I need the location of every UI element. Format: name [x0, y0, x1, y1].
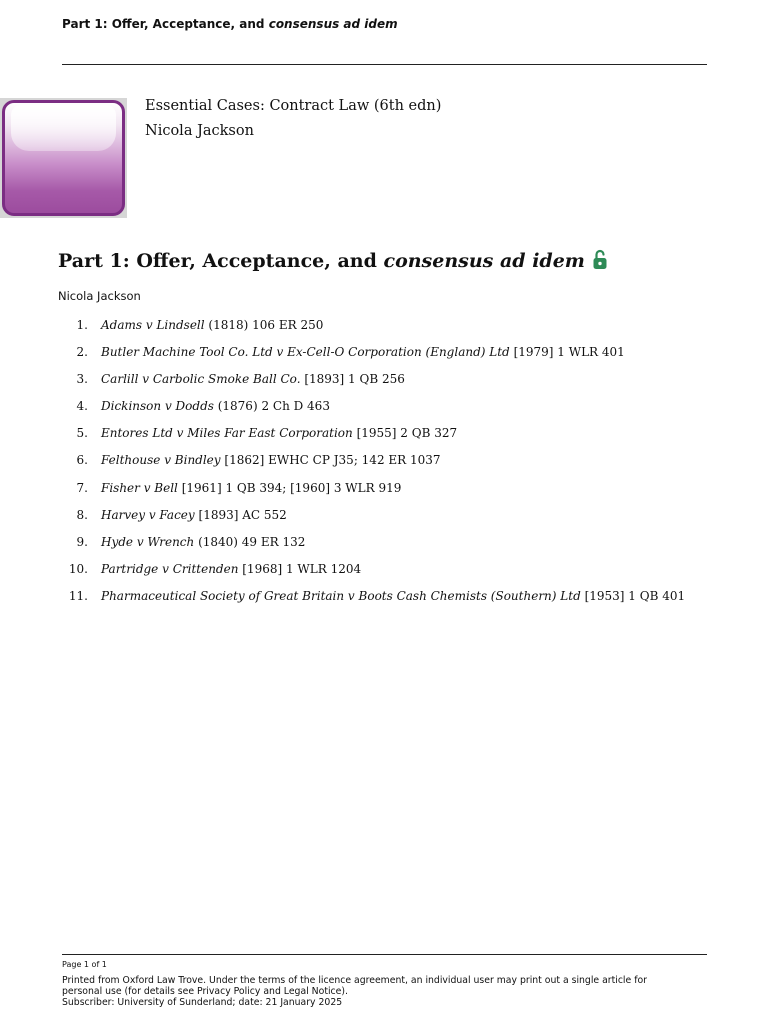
case-name: Butler Machine Tool Co. Ltd v Ex-Cell-O Corporation (England) Ltd [101, 345, 510, 360]
case-name: Harvey v Facey [101, 507, 195, 522]
case-item-3 [58, 372, 738, 399]
case-citation: (1876) 2 Ch D 463 [213, 399, 330, 414]
book-title[interactable]: Essential Cases: Contract Law (6th edn) [145, 98, 442, 114]
case-item-11 [58, 589, 738, 616]
case-name: Hyde v Wrench [101, 534, 195, 549]
footer-line-2: personal use (for details see Privacy Policy and Legal Notice). [62, 985, 348, 997]
case-item-10 [58, 562, 738, 589]
chapter-author: Nicola Jackson [58, 289, 141, 303]
case-number: 11. [68, 588, 88, 603]
chapter-heading [58, 250, 607, 272]
case-number: 10. [68, 561, 88, 576]
case-citation: [1893] AC 552 [194, 507, 287, 522]
chapter-heading-emphasis: consensus ad idem [383, 250, 585, 272]
footer-rule [62, 954, 707, 955]
book-cover-image [2, 100, 125, 216]
case-name: Felthouse v Bindley [101, 453, 221, 468]
case-item-6 [58, 453, 738, 480]
case-item-8 [58, 508, 738, 535]
case-citation: [1893] 1 QB 256 [300, 372, 405, 387]
cover-gloss [11, 105, 116, 151]
case-citation: [1968] 1 WLR 1204 [238, 561, 362, 576]
case-citation: [1862] EWHC CP J35; 142 ER 1037 [220, 453, 441, 468]
case-number: 6. [76, 453, 88, 468]
case-number: 4. [76, 399, 88, 414]
footer-notice [62, 976, 707, 1008]
case-citation: [1961] 1 QB 394; [1960] 3 WLR 919 [177, 480, 402, 495]
case-number: 5. [76, 426, 88, 441]
case-name: Dickinson v Dodds [101, 399, 214, 414]
case-name: Partridge v Crittenden [101, 561, 239, 576]
unlock-icon [593, 248, 607, 270]
case-name: Pharmaceutical Society of Great Britain v Boots Cash Chemists (Southern) Ltd [101, 588, 581, 603]
case-name: Fisher v Bell [101, 480, 178, 495]
case-list [58, 318, 738, 616]
case-item-7 [58, 481, 738, 508]
footer-line-1: Printed from Oxford Law Trove. Under the terms of the licence agreement, an individual user may print out a single article for [62, 975, 647, 986]
footer-line-3: Subscriber: University of Sunderland; date: 21 January 2025 [62, 996, 343, 1008]
book-author: Nicola Jackson [145, 123, 254, 139]
case-citation: (1840) 49 ER 132 [194, 534, 306, 549]
header-rule [62, 64, 707, 65]
case-citation: [1953] 1 QB 401 [580, 588, 686, 603]
running-header [62, 17, 398, 31]
running-header-emphasis: consensus ad idem [268, 17, 398, 31]
page-number: Page 1 of 1 [62, 960, 107, 969]
chapter-heading-prefix: Part 1: Offer, Acceptance, and [58, 250, 384, 272]
case-item-2 [58, 345, 738, 372]
case-item-5 [58, 426, 738, 453]
case-item-4 [58, 399, 738, 426]
case-number: 1. [76, 318, 88, 332]
case-item-9 [58, 535, 738, 562]
case-citation: [1955] 2 QB 327 [352, 426, 458, 441]
running-header-prefix: Part 1: Offer, Acceptance, and [62, 17, 269, 31]
case-number: 9. [76, 534, 88, 549]
case-name: Entores Ltd v Miles Far East Corporation [101, 426, 353, 441]
case-number: 8. [76, 507, 88, 522]
case-citation: [1979] 1 WLR 401 [509, 345, 625, 360]
case-number: 2. [76, 345, 88, 360]
case-number: 7. [76, 480, 88, 495]
book-cover-thumbnail[interactable] [0, 98, 127, 218]
case-number: 3. [76, 372, 88, 387]
case-name: Adams v Lindsell [101, 318, 205, 332]
case-citation: (1818) 106 ER 250 [204, 318, 324, 332]
case-item-1 [58, 318, 738, 345]
case-name: Carlill v Carbolic Smoke Ball Co. [101, 372, 301, 387]
